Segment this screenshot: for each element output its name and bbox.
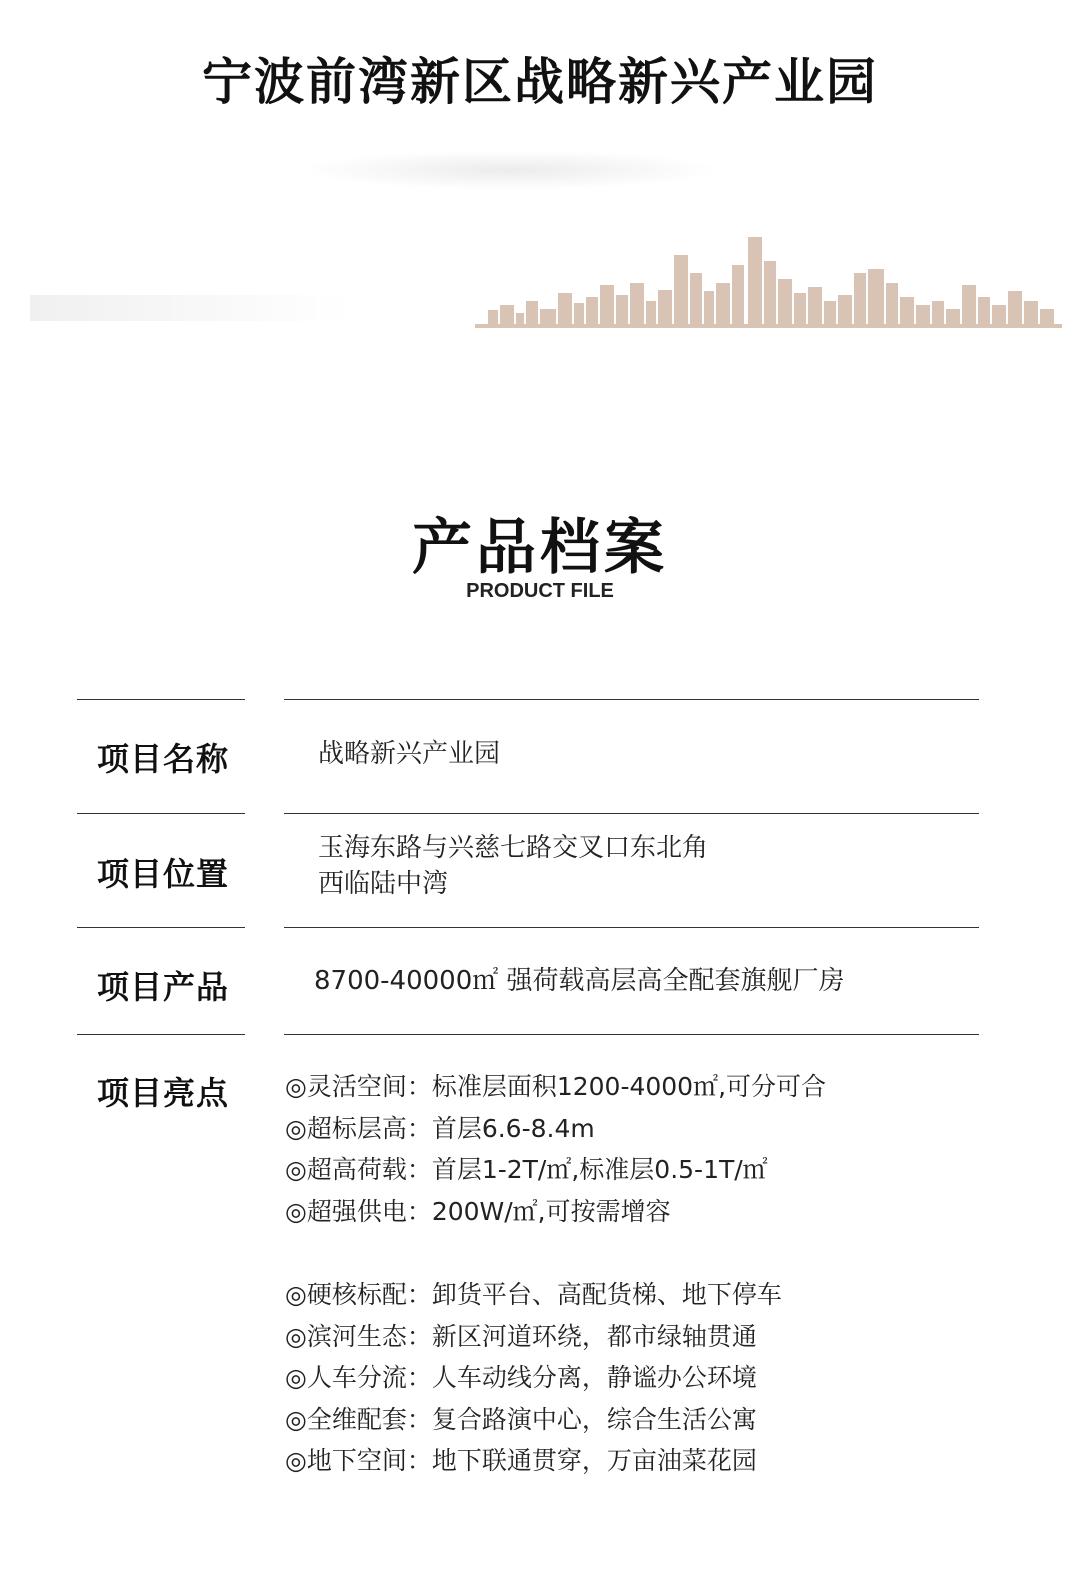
highlight-item: ◎人车分流：人车动线分离，静谧办公环境	[285, 1363, 757, 1392]
row-value-project-name: 战略新兴产业园	[318, 739, 501, 769]
highlight-item: ◎地下空间：地下联通贯穿，万亩油菜花园	[285, 1446, 757, 1475]
highlight-item: ◎灵活空间：标准层面积1200-4000㎡,可分可合	[285, 1072, 827, 1101]
divider-right	[284, 927, 979, 928]
highlight-item: ◎滨河生态：新区河道环绕，都市绿轴贯通	[285, 1321, 757, 1351]
divider-left	[77, 927, 245, 928]
highlight-item: ◎超强供电：200W/㎡,可按需增容	[285, 1196, 671, 1226]
section-subtitle: PRODUCT FILE	[466, 580, 614, 602]
divider-left	[77, 813, 245, 814]
divider-left	[77, 1034, 245, 1035]
row-label-project-name: 项目名称	[97, 740, 230, 778]
page-title: 宁波前湾新区战略新兴产业园	[202, 53, 878, 111]
row-value-project-location	[318, 830, 708, 902]
haze-decoration	[300, 150, 720, 190]
divider-right	[284, 1034, 979, 1035]
row-value-project-product: 8700-40000㎡ 强荷载高层高全配套旗舰厂房	[314, 966, 845, 996]
highlight-spacer	[285, 1232, 826, 1274]
highlights-list	[285, 1066, 826, 1482]
row-label-project-product: 项目产品	[97, 968, 230, 1006]
divider-left	[77, 699, 245, 700]
section-title: 产品档案	[412, 513, 668, 583]
city-skyline-illustration	[470, 225, 1062, 330]
highlight-item: ◎硬核标配：卸货平台、高配货梯、地下停车	[285, 1280, 782, 1309]
divider-right	[284, 813, 979, 814]
location-line: 玉海东路与兴慈七路交叉口东北角	[318, 833, 709, 863]
highlight-item: ◎超高荷载：首层1-2T/㎡,标准层0.5-1T/㎡	[285, 1155, 768, 1184]
row-label-project-highlights: 项目亮点	[97, 1074, 230, 1112]
ground-fade-decoration	[30, 295, 350, 321]
highlight-item: ◎超标层高：首层6.6-8.4m	[285, 1113, 595, 1143]
highlight-item: ◎全维配套：复合路演中心，综合生活公寓	[285, 1404, 757, 1434]
location-line: 西临陆中湾	[318, 869, 449, 899]
row-label-project-location: 项目位置	[97, 855, 230, 893]
divider-right	[284, 699, 979, 700]
